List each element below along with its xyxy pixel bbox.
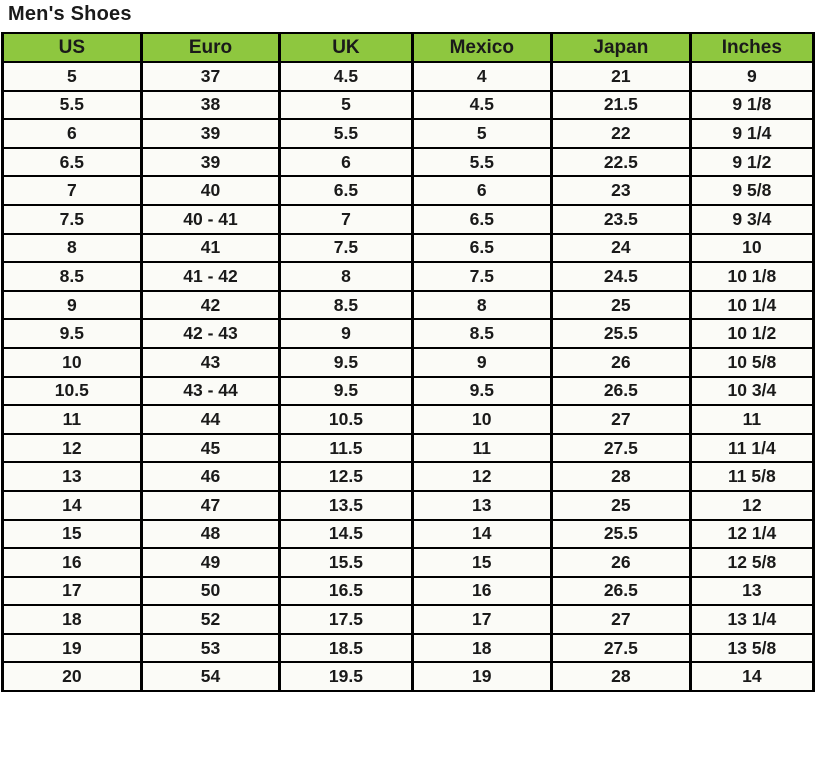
cell: 4.5	[412, 91, 551, 120]
cell: 7.5	[280, 234, 412, 263]
table-row	[3, 62, 814, 91]
cell: 10	[690, 234, 813, 263]
cell: 39	[141, 119, 280, 148]
cell: 25	[552, 291, 691, 320]
column-header-euro: Euro	[141, 33, 280, 62]
cell: 53	[141, 634, 280, 663]
cell: 5.5	[412, 148, 551, 177]
table-row	[3, 234, 814, 263]
cell: 22	[552, 119, 691, 148]
cell: 13 5/8	[690, 634, 813, 663]
table-row	[3, 205, 814, 234]
cell: 52	[141, 605, 280, 634]
cell: 45	[141, 434, 280, 463]
cell: 13.5	[280, 491, 412, 520]
table-row	[3, 462, 814, 491]
cell: 9.5	[280, 348, 412, 377]
table-row	[3, 605, 814, 634]
cell: 28	[552, 462, 691, 491]
cell: 47	[141, 491, 280, 520]
cell: 7	[3, 176, 142, 205]
cell: 7.5	[3, 205, 142, 234]
cell: 11	[690, 405, 813, 434]
table-row	[3, 262, 814, 291]
cell: 12 1/4	[690, 520, 813, 549]
cell: 11.5	[280, 434, 412, 463]
cell: 14	[690, 662, 813, 691]
cell: 19	[412, 662, 551, 691]
table-row	[3, 491, 814, 520]
cell: 10 3/4	[690, 377, 813, 406]
cell: 14	[3, 491, 142, 520]
cell: 12	[3, 434, 142, 463]
cell: 16	[3, 548, 142, 577]
cell: 9.5	[280, 377, 412, 406]
table-row	[3, 319, 814, 348]
cell: 13	[412, 491, 551, 520]
cell: 5.5	[3, 91, 142, 120]
cell: 24.5	[552, 262, 691, 291]
cell: 9 1/2	[690, 148, 813, 177]
cell: 41	[141, 234, 280, 263]
cell: 8.5	[280, 291, 412, 320]
cell: 40	[141, 176, 280, 205]
cell: 10 1/4	[690, 291, 813, 320]
cell: 16	[412, 577, 551, 606]
cell: 10.5	[280, 405, 412, 434]
table-row	[3, 91, 814, 120]
cell: 54	[141, 662, 280, 691]
cell: 27.5	[552, 434, 691, 463]
cell: 10.5	[3, 377, 142, 406]
cell: 5	[3, 62, 142, 91]
cell: 6.5	[412, 234, 551, 263]
column-header-japan: Japan	[552, 33, 691, 62]
cell: 20	[3, 662, 142, 691]
cell: 9 1/4	[690, 119, 813, 148]
cell: 9.5	[3, 319, 142, 348]
table-row	[3, 548, 814, 577]
cell: 10	[3, 348, 142, 377]
column-header-mexico: Mexico	[412, 33, 551, 62]
cell: 42 - 43	[141, 319, 280, 348]
table-row	[3, 520, 814, 549]
cell: 27	[552, 605, 691, 634]
cell: 8	[412, 291, 551, 320]
cell: 6	[280, 148, 412, 177]
page-title: Men's Shoes	[8, 3, 132, 25]
cell: 43 - 44	[141, 377, 280, 406]
column-header-us: US	[3, 33, 142, 62]
cell: 18	[412, 634, 551, 663]
cell: 15	[412, 548, 551, 577]
cell: 25	[552, 491, 691, 520]
cell: 19	[3, 634, 142, 663]
cell: 11 5/8	[690, 462, 813, 491]
table-row	[3, 119, 814, 148]
table-row	[3, 291, 814, 320]
cell: 8	[280, 262, 412, 291]
cell: 16.5	[280, 577, 412, 606]
cell: 19.5	[280, 662, 412, 691]
cell: 8.5	[3, 262, 142, 291]
cell: 38	[141, 91, 280, 120]
cell: 37	[141, 62, 280, 91]
table-row	[3, 405, 814, 434]
cell: 40 - 41	[141, 205, 280, 234]
cell: 10	[412, 405, 551, 434]
cell: 8.5	[412, 319, 551, 348]
cell: 8	[3, 234, 142, 263]
cell: 28	[552, 662, 691, 691]
cell: 7	[280, 205, 412, 234]
cell: 21.5	[552, 91, 691, 120]
cell: 18.5	[280, 634, 412, 663]
cell: 46	[141, 462, 280, 491]
cell: 48	[141, 520, 280, 549]
cell: 12 5/8	[690, 548, 813, 577]
table-row	[3, 662, 814, 691]
cell: 12	[690, 491, 813, 520]
column-header-uk: UK	[280, 33, 412, 62]
cell: 9.5	[412, 377, 551, 406]
cell: 26	[552, 348, 691, 377]
cell: 9	[412, 348, 551, 377]
cell: 9	[3, 291, 142, 320]
cell: 22.5	[552, 148, 691, 177]
cell: 6.5	[280, 176, 412, 205]
cell: 10 1/2	[690, 319, 813, 348]
cell: 17	[412, 605, 551, 634]
cell: 10 1/8	[690, 262, 813, 291]
cell: 26.5	[552, 377, 691, 406]
cell: 6.5	[412, 205, 551, 234]
table-row	[3, 148, 814, 177]
cell: 6.5	[3, 148, 142, 177]
cell: 9 3/4	[690, 205, 813, 234]
cell: 15	[3, 520, 142, 549]
table-row	[3, 176, 814, 205]
cell: 26.5	[552, 577, 691, 606]
cell: 24	[552, 234, 691, 263]
cell: 12	[412, 462, 551, 491]
column-header-inches: Inches	[690, 33, 813, 62]
cell: 14.5	[280, 520, 412, 549]
table-row	[3, 634, 814, 663]
header-row	[3, 33, 814, 62]
cell: 9 1/8	[690, 91, 813, 120]
cell: 15.5	[280, 548, 412, 577]
table-header	[3, 33, 814, 62]
table-row	[3, 348, 814, 377]
cell: 13	[690, 577, 813, 606]
cell: 6	[412, 176, 551, 205]
table-row	[3, 377, 814, 406]
cell: 7.5	[412, 262, 551, 291]
cell: 12.5	[280, 462, 412, 491]
cell: 44	[141, 405, 280, 434]
cell: 43	[141, 348, 280, 377]
table-body	[3, 62, 814, 691]
cell: 18	[3, 605, 142, 634]
size-table	[1, 32, 815, 692]
cell: 11	[412, 434, 551, 463]
cell: 5	[280, 91, 412, 120]
cell: 26	[552, 548, 691, 577]
cell: 13 1/4	[690, 605, 813, 634]
table-row	[3, 577, 814, 606]
cell: 25.5	[552, 520, 691, 549]
cell: 10 5/8	[690, 348, 813, 377]
cell: 23.5	[552, 205, 691, 234]
cell: 27.5	[552, 634, 691, 663]
cell: 6	[3, 119, 142, 148]
cell: 14	[412, 520, 551, 549]
cell: 50	[141, 577, 280, 606]
cell: 49	[141, 548, 280, 577]
cell: 17	[3, 577, 142, 606]
cell: 17.5	[280, 605, 412, 634]
cell: 11 1/4	[690, 434, 813, 463]
cell: 42	[141, 291, 280, 320]
cell: 9	[690, 62, 813, 91]
cell: 23	[552, 176, 691, 205]
cell: 5.5	[280, 119, 412, 148]
cell: 13	[3, 462, 142, 491]
cell: 11	[3, 405, 142, 434]
cell: 39	[141, 148, 280, 177]
table-row	[3, 434, 814, 463]
cell: 25.5	[552, 319, 691, 348]
cell: 4.5	[280, 62, 412, 91]
cell: 27	[552, 405, 691, 434]
cell: 21	[552, 62, 691, 91]
cell: 9	[280, 319, 412, 348]
cell: 41 - 42	[141, 262, 280, 291]
cell: 5	[412, 119, 551, 148]
cell: 4	[412, 62, 551, 91]
cell: 9 5/8	[690, 176, 813, 205]
